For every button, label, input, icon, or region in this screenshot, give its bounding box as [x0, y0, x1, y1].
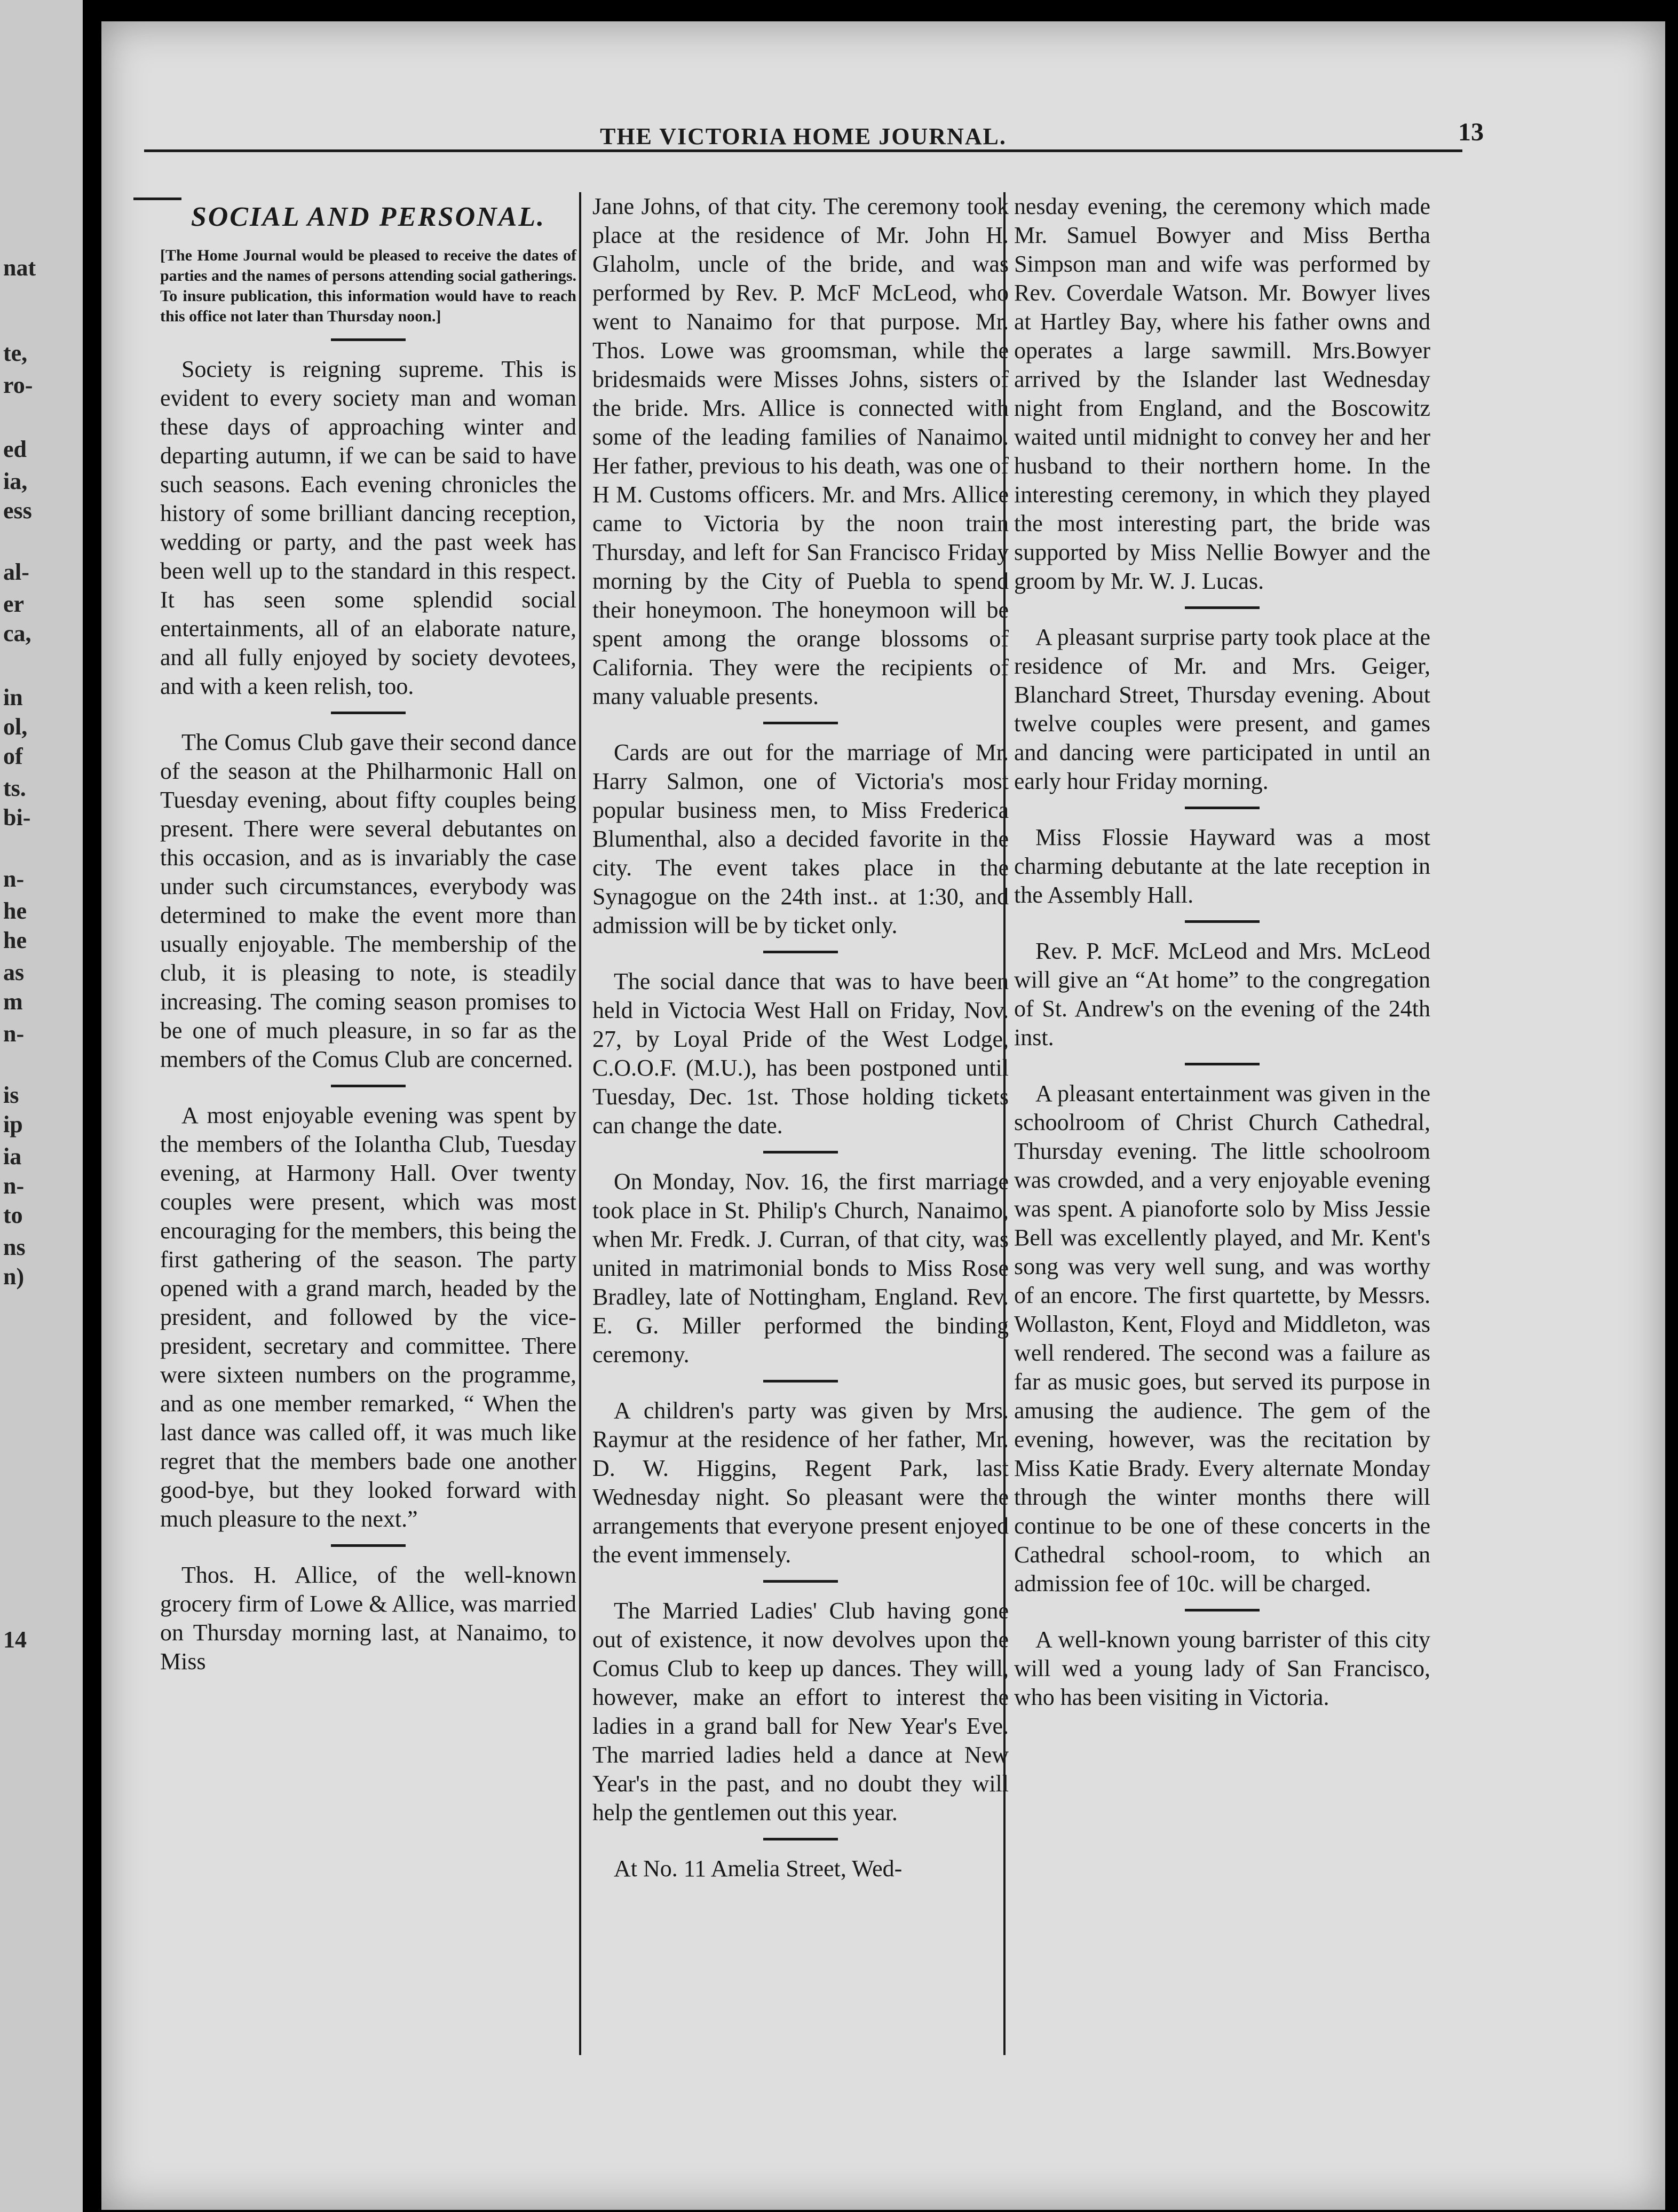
prev-page-fragment: ia, — [3, 468, 28, 494]
prev-page-fragment: ess — [3, 497, 32, 524]
item-divider — [1185, 920, 1260, 923]
prev-page-fragment: to — [3, 1202, 23, 1228]
item-divider — [1185, 807, 1260, 809]
header-rule — [144, 149, 1462, 152]
column-2 — [592, 192, 1009, 1883]
news-item: Rev. P. McF. McLeod and Mrs. McLeod will give an “At home” to the congregation of St. Andrew's on the evening of the 24th inst. — [1014, 938, 1430, 1050]
previous-page-margin — [0, 0, 83, 2212]
prev-page-fragment: n- — [3, 1173, 25, 1199]
prev-page-fragment: n) — [3, 1263, 25, 1290]
editorial-notice: [The Home Journal would be pleased to receive the dates of parties and the names of persons attending social gatherings. To insure publication, this information would have to reach this office not later than Thursday noon.] — [160, 247, 576, 325]
prev-page-fragment: 14 — [3, 1626, 27, 1653]
news-item: The social dance that was to have been held in Victocia West Hall on Friday, Nov. 27, by Loyal Pride of the West Lodge, C.O.O.F. (M.U.), has been postponed until Tuesday, Dec. 1st. Those holding tickets can change the date. — [592, 968, 1009, 1139]
prev-page-fragment: n- — [3, 866, 25, 892]
item-divider — [1185, 606, 1260, 609]
column-divider — [579, 192, 581, 2055]
running-title: THE VICTORIA HOME JOURNAL. — [600, 123, 1007, 149]
item-divider — [331, 1544, 406, 1547]
news-item: Jane Johns, of that city. The ceremony took place at the residence of Mr. John H. Glaholm, uncle of the bride, and was performed by Rev. P. McF McLeod, who went to Nanaimo for that purpose. Mr. Thos. Lowe was groomsman, while the bridesmaids were Misses Johns, sisters of the bride. Mrs. Allice is connected with some of the leading families of Nanaimo. Her father, previous to his death, was one of H M. Customs officers. Mr. and Mrs. Allice came to Victoria by the noon train Thursday, and left for San Francisco Friday morning by the City of Puebla to spend their honeymoon. The honeymoon will be spent among the orange blossoms of California. They were the recipients of many valuable presents. — [592, 193, 1009, 709]
news-item: A well-known young barrister of this city will wed a young lady of San Francisco, who has been visiting in Victoria. — [1014, 1626, 1430, 1710]
prev-page-fragment: in — [3, 684, 23, 710]
prev-page-fragment: he — [3, 898, 27, 924]
item-divider — [331, 712, 406, 714]
item-divider — [331, 1085, 406, 1087]
news-item: A most enjoyable evening was spent by the members of the Iolantha Club, Tuesday evening, at Harmony Hall. Over twenty couples were present, which was most encouraging for the members, this being the first gathering of the season. The party opened with a grand march, headed by the president, and followed by the vice-president, secretary and committee. There were sixteen numbers on the programme, and as one member remarked, “ When the last dance was called off, it was much like regret that the members bade one another good-bye, but they looked forward with much pleasure to the next.” — [160, 1102, 576, 1532]
column-3 — [1014, 192, 1430, 1712]
news-item: On Monday, Nov. 16, the first marriage took place in St. Philip's Church, Nanaimo, when Mr. Fredk. J. Curran, of that city, was united in matrimonial bonds to Miss Rose Bradley, late of Nottingham, England. Rev. E. G. Miller performed the binding ceremony. — [592, 1168, 1009, 1368]
news-item: A children's party was given by Mrs. Raymur at the residence of her father, Mr. D. W. Higgins, Regent Park, last Wednesday night. So pleasant were the arrangements that everyone present enjoyed the event immensely. — [592, 1397, 1009, 1568]
column-1 — [160, 192, 576, 1676]
prev-page-fragment: of — [3, 743, 23, 769]
news-item: A pleasant surprise party took place at the residence of Mr. and Mrs. Geiger, Blanchard Street, Thursday evening. About twelve couples were present, and games and dancing were participated in until an early hour Friday morning. — [1014, 624, 1430, 794]
page-number: 13 — [1458, 118, 1484, 146]
item-divider — [1185, 1063, 1260, 1065]
news-item: Miss Flossie Hayward was a most charming debutante at the late reception in the Assembly Hall. — [1014, 824, 1430, 908]
prev-page-fragment: al- — [3, 559, 29, 585]
prev-page-fragment: ia — [3, 1143, 22, 1170]
prev-page-fragment: ca, — [3, 620, 31, 646]
prev-page-fragment: ip — [3, 1111, 23, 1137]
prev-page-fragment: m — [3, 989, 23, 1015]
prev-page-fragment: bi- — [3, 804, 31, 831]
news-item: The Comus Club gave their second dance of the season at the Philharmonic Hall on Tuesday evening, about fifty couples being present. There were several debutantes on this occasion, and as is invariably the case under such circumstances, everybody was determined to make the event more than usually enjoyable. The membership of the club, it is pleasing to note, is steadily increasing. The coming season promises to be one of much pleasure, in so far as the members of the Comus Club are concerned. — [160, 729, 576, 1072]
item-divider — [763, 951, 838, 953]
item-divider — [763, 1380, 838, 1382]
news-item: Society is reigning supreme. This is evident to every society man and woman these days of approaching winter and departing autumn, if we can be said to have such seasons. Each evening chronicles the history of some brilliant dancing reception, wedding or party, and the past week has been well up to the standard in this respect. It has seen some splendid social entertainments, all of an elaborate nature, and all fully enjoyed by society devotees, and with a keen relish, too. — [160, 356, 576, 699]
prev-page-fragment: ro- — [3, 372, 33, 398]
newspaper-page — [101, 21, 1665, 2210]
prev-page-fragment: n- — [3, 1021, 25, 1047]
prev-page-fragment: er — [3, 591, 25, 617]
news-item: The Married Ladies' Club having gone out of existence, it now devolves upon the Comus Club to keep up dances. They will, however, make an effort to interest the ladies in a grand ball for New Year's Eve. The married ladies held a dance at New Year's in the past, and no doubt they will help the gentlemen out this year. — [592, 1598, 1009, 1826]
prev-page-fragment: ed — [3, 436, 27, 462]
item-divider — [763, 1151, 838, 1154]
prev-page-fragment: ol, — [3, 714, 28, 740]
news-item: nesday evening, the ceremony which made Mr. Samuel Bowyer and Miss Bertha Simpson man and wife was performed by Rev. Coverdale Watson. Mr. Bowyer lives at Hartley Bay, where his father owns and operates a large sawmill. Mrs.Bowyer arrived by the Islander last Wednesday night from England, and the Boscowitz waited until midnight to convey her and her husband to their northern home. In the interesting ceremony, in which they played the most interesting part, the bride was supported by Miss Nellie Bowyer and the groom by Mr. W. J. Lucas. — [1014, 193, 1430, 594]
news-item: Cards are out for the marriage of Mr. Harry Salmon, one of Victoria's most popular business men, to Miss Frederica Blumenthal, also a decided favorite in the city. The event takes place in the Synagogue on the 24th inst.. at 1:30, and admission will be by ticket only. — [592, 739, 1009, 938]
prev-page-fragment: ns — [3, 1234, 26, 1260]
prev-page-fragment: is — [3, 1082, 19, 1108]
news-item: Thos. H. Allice, of the well-known grocery firm of Lowe & Allice, was married on Thursday morning last, at Nanaimo, to Miss — [160, 1562, 576, 1674]
item-divider — [331, 338, 406, 341]
news-item: At No. 11 Amelia Street, Wed- — [614, 1855, 903, 1882]
prev-page-fragment: te, — [3, 340, 28, 366]
prev-page-fragment: he — [3, 927, 27, 953]
item-divider — [763, 722, 838, 724]
news-item: A pleasant entertainment was given in the schoolroom of Christ Church Cathedral, Thursday evening. The little schoolroom was crowded, and a very enjoyable evening was spent. A pianoforte solo by Miss Jessie Bell was excellently played, and Mr. Kent's song was very well sung, and was worthy of an encore. The first quartette, by Messrs. Wollaston, Kent, Floyd and Middleton, was well rendered. The second was a failure as far as music goes, but served its purpose in amusing the audience. The gem of the evening, however, was the recitation by Miss Katie Brady. Every alternate Monday through the winter months there will continue to be one of these concerts in the Cathedral school-room, to which an admission fee of 10c. will be charged. — [1014, 1080, 1430, 1597]
item-divider — [1185, 1609, 1260, 1611]
prev-page-fragment: nat — [3, 255, 36, 281]
item-divider — [763, 1580, 838, 1583]
section-heading: SOCIAL AND PERSONAL. — [191, 202, 546, 232]
prev-page-fragment: ts. — [3, 775, 26, 801]
prev-page-fragment: as — [3, 959, 25, 985]
item-divider — [763, 1838, 838, 1840]
